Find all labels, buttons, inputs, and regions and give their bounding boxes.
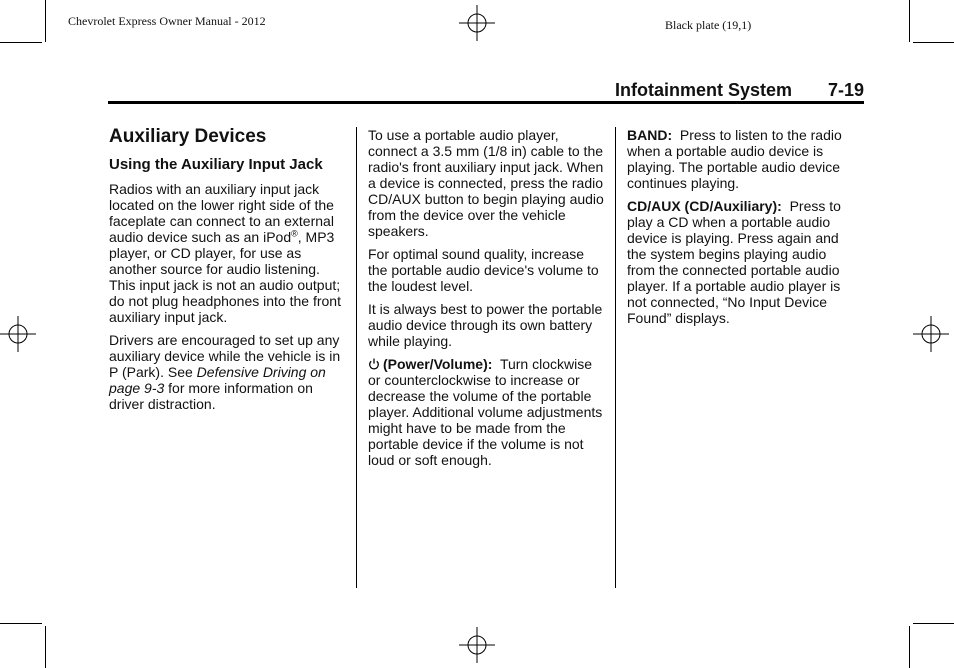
- registered-mark: ®: [291, 228, 298, 239]
- column-divider: [356, 127, 357, 588]
- registration-mark-icon: [0, 316, 36, 352]
- paragraph: [627, 127, 855, 191]
- registration-mark-icon: [459, 5, 495, 41]
- text-run: for more information on driver distraction.: [109, 380, 313, 412]
- power-icon: [368, 358, 380, 370]
- column-3: [627, 127, 855, 333]
- column-2: [368, 127, 606, 475]
- text-run: Press to play a CD when a portable audio device is playing. Press again and the system begins playing audio from the connected portable audio player. If a portable audio player is not connected, “No Input Device Found” displays.: [627, 198, 845, 326]
- crop-mark: [0, 42, 42, 43]
- manual-title: Chevrolet Express Owner Manual - 2012: [68, 14, 266, 28]
- plate-label: Black plate (19,1): [665, 18, 752, 32]
- paragraph: It is always best to power the portable audio device through its own battery while playing.: [368, 301, 603, 349]
- header-rule: [108, 101, 864, 104]
- text-run: Turn clockwise or counterclockwise to increase or decrease the volume of the portable player. Additional volume adjustments might have to be made from the portable device if the volume is not loud or soft enough.: [368, 356, 607, 468]
- crop-mark: [909, 0, 910, 42]
- control-label: (Power/Volume):: [383, 356, 493, 372]
- column-divider: [615, 127, 616, 588]
- paragraph: [109, 332, 345, 412]
- registration-mark-icon: [459, 627, 495, 663]
- control-label: CD/AUX (CD/Auxiliary):: [627, 198, 782, 214]
- crop-mark: [913, 623, 954, 624]
- section-name: Infotainment System: [615, 80, 793, 100]
- paragraph: [109, 181, 345, 325]
- column-1: [109, 127, 345, 419]
- text-run: , MP3 player, or CD player, for use as another source for audio listening. This input jack is not an audio output; do not plug headphones into the front auxiliary input jack.: [109, 229, 341, 325]
- cross-reference-link[interactable]: Defensive Driving on page 9-3: [109, 364, 326, 396]
- crop-mark: [45, 626, 46, 668]
- crop-mark: [909, 626, 910, 668]
- paragraph: [627, 198, 855, 326]
- text-run: Drivers are encouraged to set up any auxiliary device while the vehicle is in P (Park). See: [109, 332, 341, 380]
- control-label: BAND:: [627, 127, 673, 143]
- registration-mark-icon: [913, 316, 949, 352]
- section-header: [108, 80, 864, 102]
- crop-mark: [913, 42, 954, 43]
- crop-mark: [45, 0, 46, 42]
- page-number: 7-19: [827, 80, 864, 100]
- paragraph: [368, 356, 606, 468]
- paragraph: To use a portable audio player, connect a 3.5 mm (1/8 in) cable to the radio's front auxiliary input jack. When a device is connected, press the radio CD/AUX button to begin playing audio from the device over the vehicle speakers.: [368, 127, 604, 239]
- text-run: Press to listen to the radio when a portable audio device is playing. The portable audio device continues playing.: [627, 127, 846, 191]
- subheading: Using the Auxiliary Input Jack: [109, 156, 323, 173]
- crop-mark: [0, 623, 42, 624]
- paragraph: For optimal sound quality, increase the portable audio device's volume to the loudest level.: [368, 246, 599, 294]
- page-title: Auxiliary Devices: [109, 126, 267, 147]
- text-run: Radios with an auxiliary input jack located on the lower right side of the faceplate can connect to an external audio device such as an iPod: [109, 181, 334, 245]
